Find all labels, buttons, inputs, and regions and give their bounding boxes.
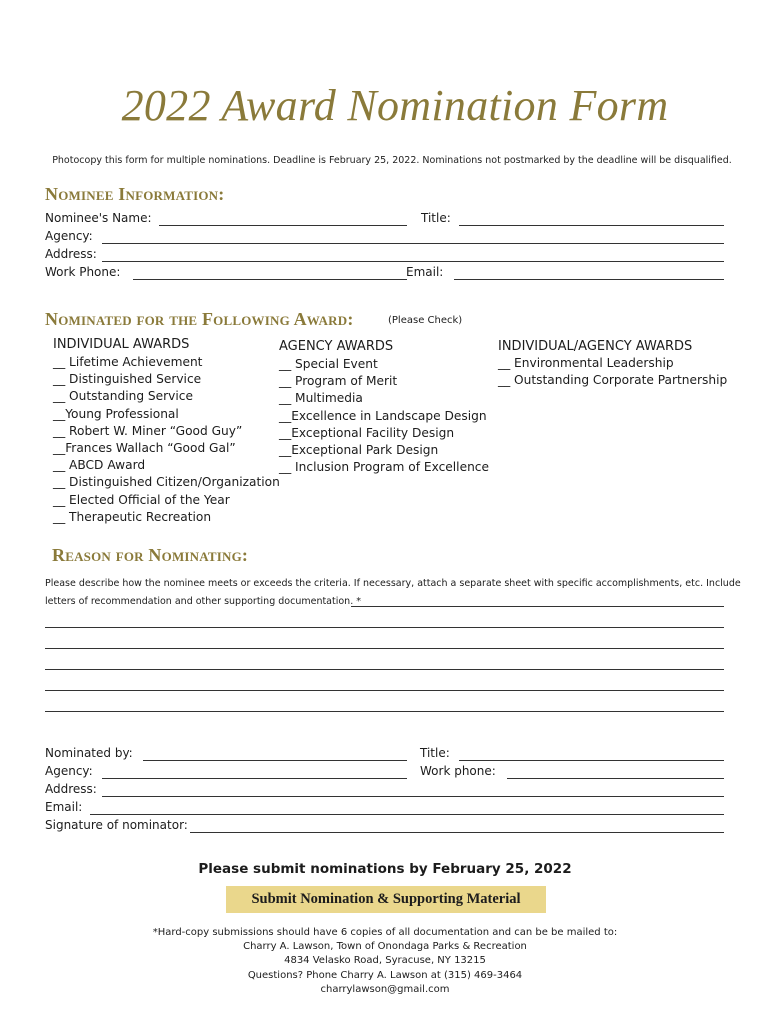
nominee-phone-field[interactable] bbox=[133, 279, 407, 280]
footer-line: *Hard-copy submissions should have 6 copies of all documentation and can be be mailed to: bbox=[152, 927, 618, 938]
award-option[interactable]: __Frances Wallach “Good Gal” bbox=[53, 440, 236, 455]
nominated-by-field[interactable] bbox=[143, 760, 407, 761]
nominee-agency-field[interactable] bbox=[102, 243, 724, 244]
award-option[interactable]: __ Distinguished Citizen/Organization bbox=[53, 475, 280, 490]
nominator-email-field[interactable] bbox=[90, 814, 724, 815]
nominator-title-field[interactable] bbox=[459, 760, 724, 761]
footer-line: Questions? Phone Charry A. Lawson at (315) 469-3464 bbox=[247, 969, 523, 981]
award-option[interactable]: __ Elected Official of the Year bbox=[53, 492, 230, 507]
nominator-address-label: Address: bbox=[45, 782, 97, 796]
footer-line: Charry A. Lawson, Town of Onondaga Parks & Recreation bbox=[243, 941, 527, 953]
nominator-title-label: Title: bbox=[420, 746, 450, 760]
nominator-email-label: Email: bbox=[45, 800, 83, 814]
page-title: 2022 Award Nomination Form bbox=[121, 81, 669, 130]
reason-field-line[interactable] bbox=[45, 690, 724, 691]
nominator-work-phone-field[interactable] bbox=[507, 778, 724, 779]
nominee-title-field[interactable] bbox=[459, 225, 724, 226]
nominator-work-phone-label: Work phone: bbox=[420, 764, 496, 778]
reason-section-heading: Reason for Nominating: bbox=[52, 545, 249, 565]
awards-section-heading: Nominated for the Following Award: bbox=[45, 309, 354, 329]
nominee-name-label: Nominee's Name: bbox=[45, 211, 152, 225]
award-option[interactable]: __ Distinguished Service bbox=[53, 372, 202, 387]
agency-awards-list bbox=[279, 357, 489, 477]
award-option[interactable]: __Excellence in Landscape Design bbox=[279, 408, 487, 423]
nominated-by-label: Nominated by: bbox=[45, 746, 133, 760]
award-option[interactable]: __Young Professional bbox=[53, 406, 179, 421]
nominator-address-field[interactable] bbox=[102, 796, 724, 797]
award-option[interactable]: __ Therapeutic Recreation bbox=[53, 509, 212, 524]
individual-agency-awards-heading: INDIVIDUAL/AGENCY AWARDS bbox=[498, 339, 693, 354]
award-option[interactable]: __ Inclusion Program of Excellence bbox=[279, 460, 489, 475]
individual-awards-list bbox=[53, 355, 280, 527]
reason-field-line[interactable] bbox=[45, 627, 724, 628]
nominee-name-field[interactable] bbox=[159, 225, 407, 226]
reason-instructions-line2: letters of recommendation and other supporting documentation. * bbox=[45, 596, 361, 607]
award-option[interactable]: __ Program of Merit bbox=[279, 374, 398, 389]
award-option[interactable]: __Exceptional Facility Design bbox=[279, 425, 455, 440]
award-option[interactable]: __Exceptional Park Design bbox=[279, 442, 439, 457]
award-option[interactable]: __ ABCD Award bbox=[53, 458, 146, 473]
award-option[interactable]: __ Multimedia bbox=[279, 391, 363, 406]
individual-agency-awards-list bbox=[498, 356, 727, 390]
submission-deadline: Please submit nominations by February 25, 2022 bbox=[198, 861, 572, 877]
reason-field-line[interactable] bbox=[351, 606, 724, 607]
award-option[interactable]: __ Special Event bbox=[279, 357, 378, 371]
award-option[interactable]: __ Outstanding Service bbox=[53, 389, 193, 404]
nominee-phone-label: Work Phone: bbox=[45, 265, 121, 279]
contact-email[interactable]: charrylawson@gmail.com bbox=[320, 983, 450, 995]
nominator-agency-label: Agency: bbox=[45, 764, 93, 778]
nominee-title-label: Title: bbox=[421, 211, 451, 225]
nominee-address-label: Address: bbox=[45, 247, 97, 261]
nominee-email-label: Email: bbox=[406, 265, 444, 279]
signature-label: Signature of nominator: bbox=[45, 818, 188, 832]
agency-awards-heading: AGENCY AWARDS bbox=[279, 339, 394, 354]
reason-field-line[interactable] bbox=[45, 711, 724, 712]
award-option[interactable]: __ Robert W. Miner “Good Guy” bbox=[53, 423, 243, 438]
signature-field[interactable] bbox=[190, 832, 724, 833]
nominator-agency-field[interactable] bbox=[102, 778, 407, 779]
footer-line: 4834 Velasko Road, Syracuse, NY 13215 bbox=[284, 955, 486, 967]
submit-nomination-button[interactable]: Submit Nomination & Supporting Material bbox=[226, 886, 546, 913]
award-option[interactable]: __ Outstanding Corporate Partnership bbox=[498, 373, 728, 388]
nominee-address-field[interactable] bbox=[102, 261, 724, 262]
mailing-instructions bbox=[0, 926, 770, 997]
please-check-note: (Please Check) bbox=[388, 315, 463, 326]
reason-instructions-line1: Please describe how the nominee meets or exceeds the criteria. If necessary, attach a separate sheet with specific accomplishments, etc. Include bbox=[45, 578, 741, 589]
award-option[interactable]: __ Environmental Leadership bbox=[498, 356, 674, 370]
individual-awards-heading: INDIVIDUAL AWARDS bbox=[53, 337, 190, 352]
reason-field-line[interactable] bbox=[45, 669, 724, 670]
nominee-email-field[interactable] bbox=[454, 279, 724, 280]
reason-field-line[interactable] bbox=[45, 648, 724, 649]
deadline-notice: Photocopy this form for multiple nominations. Deadline is February 25, 2022. Nominations not postmarked by the deadline will be disqualified. bbox=[52, 155, 732, 166]
nominee-section-heading: Nominee Information: bbox=[45, 184, 225, 204]
award-option[interactable]: __ Lifetime Achievement bbox=[53, 355, 203, 369]
nominee-agency-label: Agency: bbox=[45, 229, 93, 243]
